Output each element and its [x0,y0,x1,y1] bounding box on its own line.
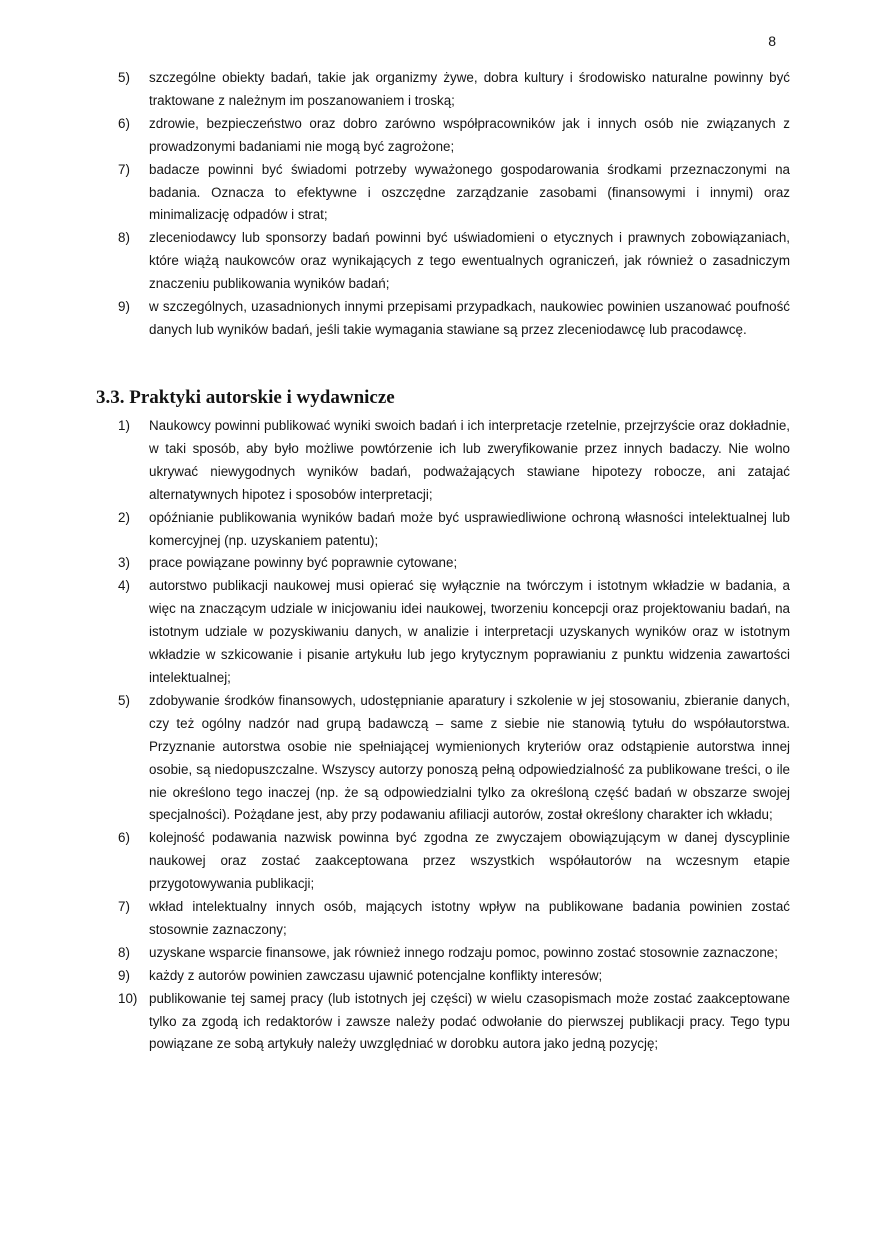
item-number: 7) [118,161,130,177]
item-number: 4) [118,578,130,594]
item-number: 2) [118,509,130,525]
item-text: kolejność podawania nazwisk powinna być zgodna ze zwyczajem obowiązującym w danej dyscyplinie naukowej oraz zostać zaakceptowana przez wszystkich współautorów na wczesnym etapie przygotowywania publikacji; [149,830,790,892]
item-text: badacze powinni być świadomi potrzeby wyważonego gospodarowania środkami przeznaczonymi na badania. Oznacza to efektywne i oszczędne zarządzanie zasobami (finansowymi i innymi) oraz minimalizację odpadów i strat; [149,161,790,223]
item-number: 5) [118,70,130,85]
item-number: 1) [118,418,130,433]
item-text: wkład intelektualny innych osób, mających istotny wpływ na publikowane badania powinien zostać stosownie zaznaczony; [149,899,790,937]
list-item [118,575,790,690]
item-number: 10) [118,990,138,1006]
item-text: każdy z autorów powinien zawczasu ujawnić potencjalne konflikty interesów; [149,967,603,983]
list-item [118,690,790,827]
list-item [118,552,790,575]
list-item [118,965,790,988]
principles-list-continued [118,67,790,342]
item-number: 8) [118,944,130,960]
item-number: 6) [118,115,130,131]
item-number: 8) [118,230,130,246]
item-text: autorstwo publikacji naukowej musi opierać się wyłącznie na twórczym i istotnym wkładzie w badania, a więc na znaczącym udziale w inicjowaniu idei naukowej, tworzeniu koncepcji oraz projektowaniu badań, na istotnym udziale w pozyskiwaniu danych, w analizie i interpretacji uzyskanych wyników oraz w istotnym wkładzie w szkicowanie i pisanie artykułu lub jego krytycznym poprawianiu z punktu widzenia zawartości intelektualnej; [149,578,790,685]
item-text: Naukowcy powinni publikować wyniki swoich badań i ich interpretacje rzetelnie, przejrzyście oraz dokładnie, w taki sposób, aby było możliwe powtórzenie ich lub zweryfikowanie przez innych badaczy. Nie wolno ukrywać niewygodnych wyników badań, podważających stawiane hipotezy robocze, ani zatajać alternatywnych hipotez i sposobów interpretacji; [149,418,790,502]
list-item [118,827,790,896]
item-text: zdrowie, bezpieczeństwo oraz dobro zarówno współpracowników jak i innych osób nie związanych z prowadzonymi badaniami nie mogą być zagrożone; [149,115,790,154]
item-number: 9) [118,299,130,315]
item-number: 7) [118,899,130,915]
authorship-practices-list [118,415,790,1056]
page-number: 8 [768,33,776,49]
list-item [118,415,790,507]
item-text: w szczególnych, uzasadnionych innymi przepisami przypadkach, naukowiec powinien uszanować poufność danych lub wyników badań, jeśli takie wymagania stawiane są przez zleceniodawcę lub pracodawcę. [149,299,790,337]
item-number: 9) [118,967,130,983]
list-item [118,227,790,296]
item-number: 6) [118,830,130,846]
list-item [118,988,790,1057]
section-heading: 3.3. Praktyki autorskie i wydawnicze [96,387,395,408]
list-item [118,507,790,553]
item-text: opóźnianie publikowania wyników badań może być usprawiedliwione ochroną własności intelektualnej lub komercyjnej (np. uzyskaniem patentu); [149,509,790,548]
item-text: uzyskane wsparcie finansowe, jak również innego rodzaju pomoc, powinno zostać stosownie zaznaczone; [149,944,778,960]
list-item [118,896,790,942]
item-number: 3) [118,555,130,571]
item-number: 5) [118,692,130,708]
list-item [118,159,790,228]
list-item [118,296,790,342]
list-item [118,113,790,159]
list-item [118,942,790,965]
item-text: zdobywanie środków finansowych, udostępnianie aparatury i szkolenie w jej stosowaniu, zbieranie danych, czy też ogólny nadzór nad grupą badawczą – same z siebie nie stanowią tytułu do współautorstwa. Przyznanie autorstwa osobie nie spełniającej wymienionych kryteriów oraz odstąpienie autorstwa innej osobie, są niedopuszczalne. Wszyscy autorzy ponoszą pełną odpowiedzialność za publikowane treści, o ile nie określono tego inaczej (np. że są odpowiedzialni tylko za określoną część badań w obszarze swojej specjalności). Pożądane jest, aby przy podawaniu afiliacji autorów, został określony charakter ich wkładu; [149,692,790,823]
item-text: publikowanie tej samej pracy (lub istotnych jej części) w wielu czasopismach może zostać zaakceptowane tylko za zgodą ich redaktorów i zawsze należy podać odwołanie do pierwszej publikacji pracy. Tego typu powiązane ze sobą artykuły należy uwzględniać w dorobku autora jako jedną pozycję; [149,990,790,1052]
item-text: szczególne obiekty badań, takie jak organizmy żywe, dobra kultury i środowisko naturalne powinny być traktowane z należnym im poszanowaniem i troską; [149,70,790,108]
list-item [118,67,790,113]
item-text: zleceniodawcy lub sponsorzy badań powinni być uświadomieni o etycznych i prawnych zobowiązaniach, które wiążą naukowców oraz wynikających z tego ewentualnych ograniczeń, jak również o zasadniczym znaczeniu publikowania wyników badań; [149,230,790,292]
item-text: prace powiązane powinny być poprawnie cytowane; [149,555,458,571]
